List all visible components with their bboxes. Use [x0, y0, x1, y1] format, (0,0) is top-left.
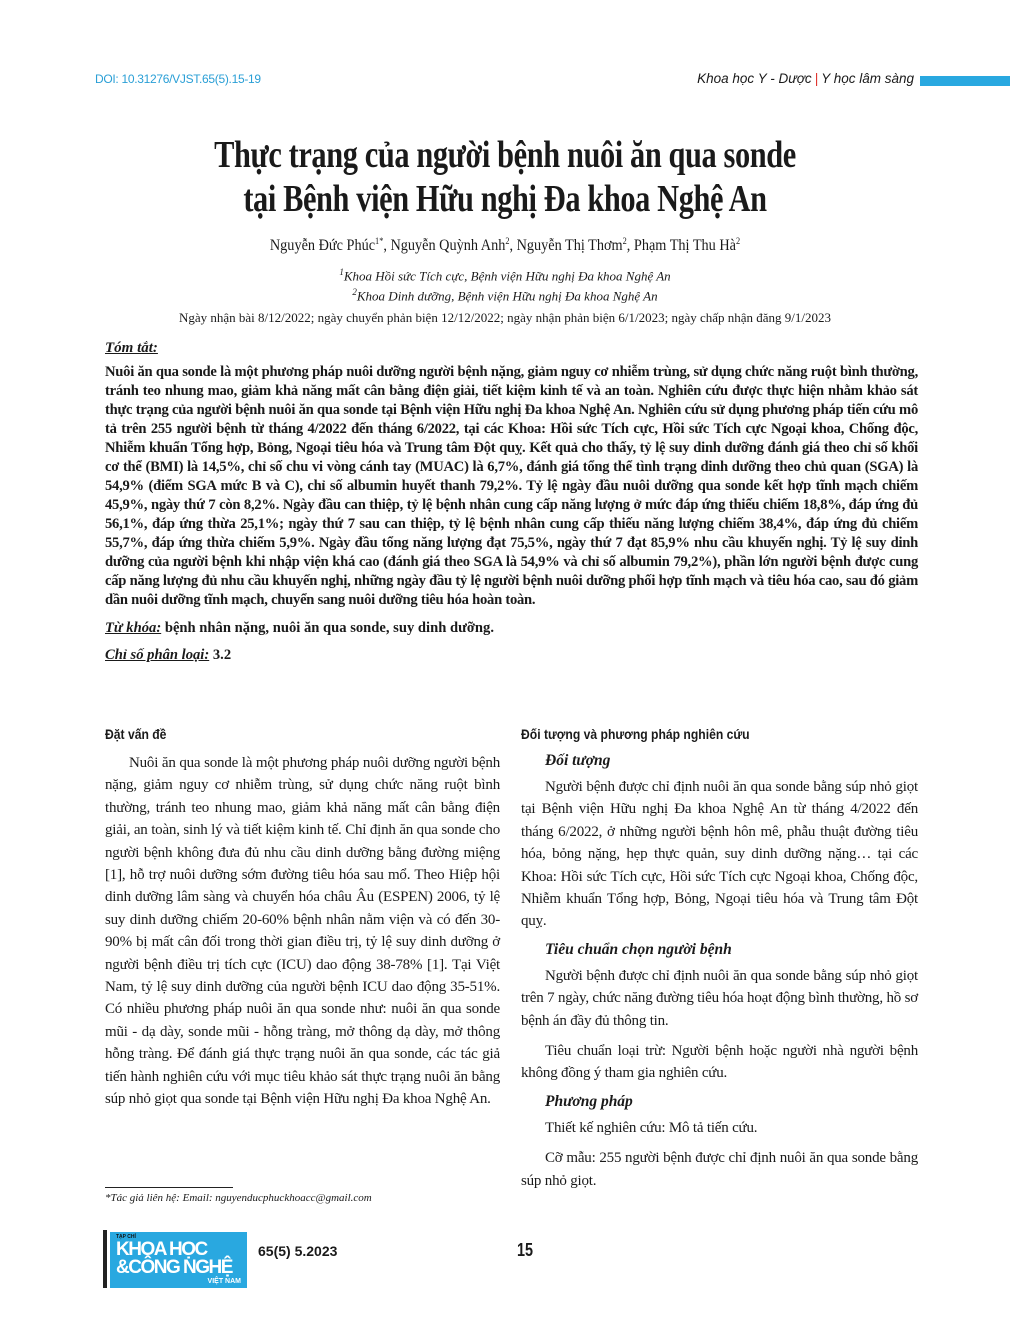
section-heading: Đặt vấn đề	[105, 727, 167, 742]
affiliations	[0, 264, 1010, 305]
abstract	[105, 340, 918, 664]
authors: Nguyễn Đức Phúc$^{1*}$, Nguyễn Quỳnh Anh$^2$, Nguyễn Thị Thơm$^2$, Phạm Thị Thu $Hà^2$	[269, 236, 741, 255]
section-heading: Đối tượng và phương pháp nghiên cứu	[521, 727, 750, 742]
abstract-text: Nuôi ăn qua sonde là một phương pháp nuôi dưỡng người bệnh nặng, giảm nguy cơ nhiễm trùng, sử dụng chức năng ruột bình thường, tránh teo nhung mao, giảm khả năng mất cân bằng điện giải, tiết kiệm kinh tế và an toàn. Nghiên cứu được thực hiện nhằm khảo sát thực trạng của người bệnh nuôi ăn qua sonde tại Bệnh viện Hữu nghị Đa khoa Nghệ An. Nghiên cứu sử dụng phương pháp tiến cứu mô tả trên 255 người bệnh từ tháng 4/2022 đến tháng 6/2022, tại các Khoa: Hồi sức Tích cực, Hồi sức Tích cực Ngoại khoa, Chống độc, Nhiễm khuẩn Tổng hợp, Bỏng, Ngoại tiêu hóa và Trung tâm Đột quỵ. Kết quả cho thấy, tỷ lệ suy dinh dưỡng đánh giá theo chỉ số khối cơ thể (BMI) là 14,5%, chỉ số chu vi vòng cánh tay (MUAC) là 6,7%, đánh giá tổng thể tình trạng dinh dưỡng theo chủ quan (SGA) là 54,9% (điểm SGA mức B và C), chỉ số albumin huyết thanh 79,2%. Tỷ lệ ngày đầu nuôi dưỡng qua sonde kết hợp tĩnh mạch chiếm 45,9%, ngày thứ 7 còn 8,2%. Ngày đầu can thiệp, tỷ lệ bệnh nhân cung cấp năng lượng ở mức đáp ứng thiếu chiếm 18,8%, đáp ứng đủ 56,1%, đáp ứng thừa 25,1%; ngày thứ 7 sau can thiệp, tỷ lệ bệnh nhân cung cấp thiếu năng lượng chiếm 38,4%, đáp ứng đủ chiếm 55,7%, đáp ứng thừa chiếm 5,9%. Ngày đầu tổng năng lượng đạt 75,5%, ngày thứ 7 đạt 85,9% nhu cầu khuyến nghị. Tỷ lệ suy dinh dưỡng của người bệnh khi nhập viện khá cao (đánh giá theo SGA là 54,9% và chỉ số albumin 79,2%), phần lớn người bệnh được cung cấp năng lượng đủ nhu cầu khuyến nghị, những ngày đầu tỷ lệ người bệnh nuôi dưỡng phối hợp tĩnh mạch và tiêu hóa cao, sau đó giảm dần nuôi dưỡng tĩnh mạch, chuyển sang nuôi dưỡng tiêu hóa hoàn toàn.	[105, 364, 918, 608]
body-paragraph: Người bệnh được chỉ định nuôi ăn qua sonde bằng súp nhỏ giọt trên 7 ngày, chức năng đường tiêu hóa hoạt động bình thường, hồ sơ bệnh án đầy đủ thông tin.	[521, 967, 918, 1029]
subheading: Tiêu chuẩn chọn người bệnh	[545, 940, 732, 958]
classification	[105, 647, 918, 664]
logo-bar	[103, 1230, 107, 1288]
header-accent-bar	[920, 76, 1010, 86]
classification-label: Chỉ số phân loại:	[105, 647, 210, 663]
affiliation	[0, 264, 1010, 284]
affil-sup: 1	[339, 267, 344, 277]
page-number: 15	[517, 1240, 534, 1260]
author: Phạm Thị Thu Hà	[633, 237, 736, 255]
footnote: *Tác giả liên hệ: Email: nguyenducphuckhoacc@gmail.com	[105, 1192, 372, 1204]
subheading: Phương pháp	[545, 1092, 633, 1110]
affil-text: Khoa Hồi sức Tích cực, Bệnh viện Hữu nghị Đa khoa Nghệ An	[343, 268, 671, 284]
logo-line-2: &CÔNG NGHỆ	[116, 1257, 232, 1278]
right-column	[521, 727, 918, 1200]
journal-logo	[110, 1232, 247, 1288]
author: Nguyễn Đức Phúc	[269, 237, 376, 255]
body-paragraph: Nuôi ăn qua sonde là một phương pháp nuôi dưỡng người bệnh nặng, giảm nguy cơ nhiễm trùng, sử dụng chức năng ruột bình thường, tránh teo nhung mao, giảm khả năng mất cân bằng điện giải, an toàn, sinh lý và tiết kiệm kinh tế. Chỉ định ăn qua sonde cho người bệnh không đưa đủ nhu cầu dinh dưỡng bằng đường miệng [1], hỗ trợ nuôi dưỡng sớm đường tiêu hóa sau mổ. Theo Hiệp hội dinh dưỡng lâm sàng và chuyển hóa châu Âu (ESPEN) 2006, tỷ lệ suy dinh dưỡng chiếm 20-60% bệnh nhân nằm viện và có đến 30-90% bị mất cân đối trong thời gian điều trị, tỷ lệ suy dinh dưỡng ở người bệnh điều trị tích cực (ICU) dao động 38-78% [1]. Tại Việt Nam, tỷ lệ suy dinh dưỡng của người bệnh ICU dao động 35-51%. Có nhiều phương pháp nuôi ăn qua sonde như: nuôi ăn qua sonde mũi - dạ dày, sonde mũi - hỗng tràng, mở thông dạ dày, mở thông hỗng tràng. Để đánh giá thực trạng nuôi ăn qua sonde, các tác giả tiến hành nghiên cứu với mục tiêu khảo sát thực trạng nuôi ăn bằng súp nhỏ giọt qua sonde tại Bệnh viện Hữu nghị Đa khoa Nghệ An.	[105, 755, 500, 1108]
logo-small: TẠP CHÍ	[116, 1234, 136, 1240]
affil-text: Khoa Dinh dưỡng, Bệnh viện Hữu nghị Đa khoa Nghệ An	[356, 288, 658, 304]
title-line-2: tại Bệnh viện Hữu nghị Đa khoa Nghệ An	[243, 178, 767, 220]
issue-number: 65(5) 5.2023	[258, 1243, 338, 1259]
article-dates: Ngày nhận bài 8/12/2022; ngày chuyển phản biện 12/12/2022; ngày nhận phản biện 6/1/2023; ngày chấp nhận đăng 9/1/2023	[178, 310, 832, 325]
body-paragraph: Người bệnh được chỉ định nuôi ăn qua sonde bằng súp nhỏ giọt tại Bệnh viện Hữu nghị Đa khoa Nghệ An từ tháng 4/2022 đến tháng 6/2022, ở những người bệnh hôn mê, phẫu thuật đường tiêu hóa, bỏng nặng, hẹp thực quản, suy dinh dưỡng nặng… tại các Khoa: Hồi sức Tích cực, Hồi sức Tích cực Ngoại khoa, Chống độc, Nhiễm khuẩn Tổng hợp, Bỏng, Ngoại tiêu hóa và Trung tâm Đột quỵ.	[521, 779, 918, 930]
left-column	[105, 727, 500, 1119]
keywords-label: Từ khóa:	[105, 620, 162, 636]
logo-line-3: VIỆT NAM	[207, 1278, 241, 1285]
body-paragraph: Thiết kế nghiên cứu: Mô tả tiến cứu.	[545, 1119, 758, 1136]
affil-sup: 2	[352, 287, 357, 298]
abstract-label: Tóm tắt:	[105, 340, 158, 356]
doi[interactable]: DOI: 10.31276/VJST.65(5).15-19	[95, 72, 261, 86]
keywords-text: bệnh nhân nặng, nuôi ăn qua sonde, suy dinh dưỡng.	[161, 620, 494, 636]
author: Nguyễn Quỳnh Anh	[390, 237, 506, 255]
logo-line-1: KHOA HỌC	[116, 1239, 207, 1260]
author-sup: 2	[505, 236, 510, 246]
keywords	[105, 620, 918, 637]
subsection-label: Y học lâm sàng	[821, 71, 914, 86]
affiliation	[0, 284, 1010, 304]
subheading: Đối tượng	[545, 752, 611, 769]
body-paragraph: Tiêu chuẩn loại trừ: Người bệnh hoặc người nhà người bệnh không đồng ý tham gia nghiên cứu.	[521, 1043, 918, 1082]
footnote-divider	[105, 1187, 233, 1188]
author: Nguyễn Thị Thơm	[516, 237, 623, 255]
title-line-1: Thực trạng của người bệnh nuôi ăn qua sonde	[214, 134, 796, 176]
author-sup: 1*	[375, 236, 384, 246]
author-sup: 2	[622, 236, 627, 246]
section-header	[697, 71, 914, 86]
body-paragraph: Cỡ mẫu: 255 người bệnh được chỉ định nuôi ăn qua sonde bằng súp nhỏ giọt.	[521, 1150, 918, 1189]
section-label: Khoa học Y - Dược	[697, 71, 812, 86]
author-sup: 2	[735, 236, 741, 246]
section-separator: |	[814, 71, 819, 86]
classification-value: 3.2	[209, 647, 232, 663]
article-title	[0, 133, 1010, 221]
